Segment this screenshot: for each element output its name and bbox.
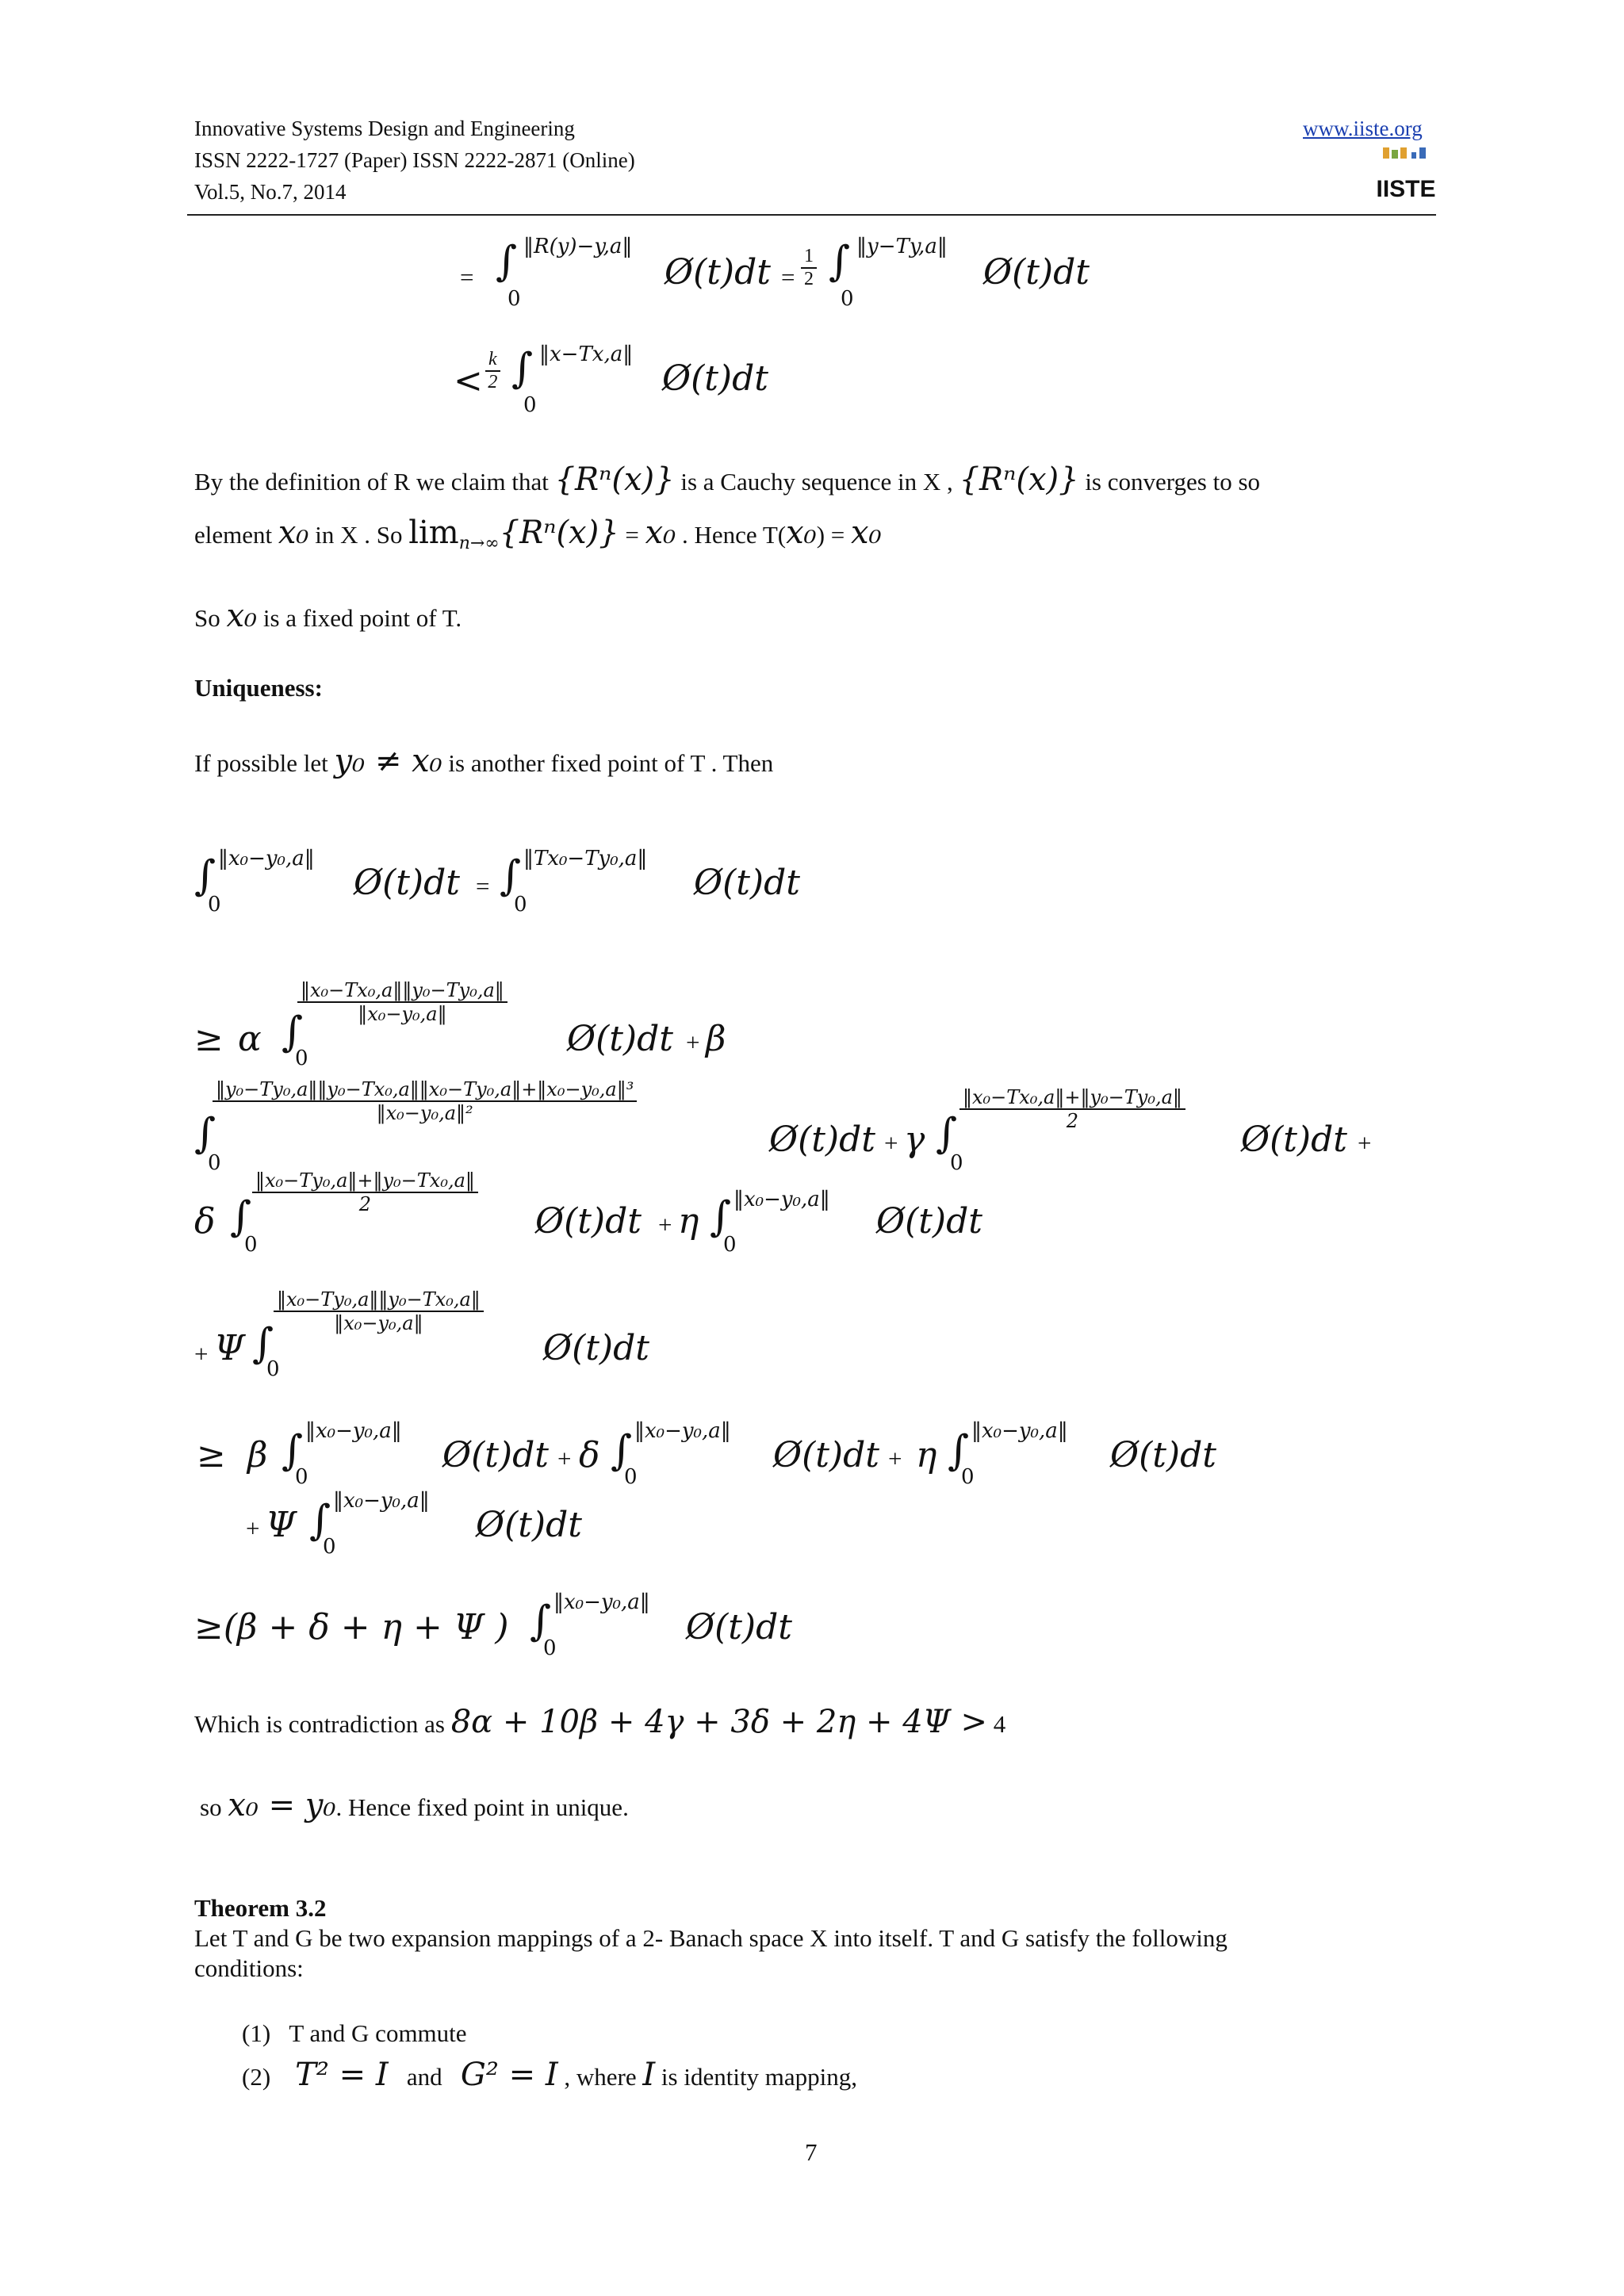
integral-sign: ∫ bbox=[829, 238, 851, 285]
alpha-symbol: α bbox=[238, 1019, 262, 1059]
integral-sign: ∫ bbox=[530, 1598, 552, 1645]
iiste-logo bbox=[1376, 147, 1436, 202]
beta-symbol: β bbox=[706, 1019, 726, 1059]
gamma-fraction: $\frac{\text{‖x₀−Tx₀,a‖+‖y₀−Ty₀,a‖}}{2}$ bbox=[959, 1086, 1185, 1132]
eq3-lower-limit: 0 bbox=[208, 893, 221, 916]
para3: If possible let y₀ ≠ x₀ is another fixed point of T . Then bbox=[194, 743, 774, 779]
sum-coefficients: ≥(β + δ + η + Ψ ) bbox=[194, 1607, 509, 1647]
eq1-mid-equals: = bbox=[781, 263, 795, 291]
eq2-upper-limit: ‖x−Tx,a‖ bbox=[539, 342, 634, 366]
integral-sign: ∫ bbox=[282, 1427, 304, 1475]
integral-sign: ∫ bbox=[710, 1193, 732, 1241]
eta-integrand: Ø(t)dt bbox=[876, 1201, 982, 1242]
integral-sign: ∫ bbox=[194, 852, 216, 900]
integral-sign: ∫ bbox=[282, 1008, 304, 1056]
delta-integrand: Ø(t)dt bbox=[535, 1201, 642, 1242]
integral-sign: ∫ bbox=[194, 1110, 216, 1158]
half-fraction: $\frac{1}{2}$ bbox=[801, 246, 817, 290]
integral-sign: ∫ bbox=[309, 1497, 331, 1544]
sequence-rn: {Rⁿ(x)} bbox=[959, 461, 1079, 498]
para1-line2: element x₀ in X . So $\lim_{n\to\infty}\{R^n(x)\} = x_0$ . Hence T(x₀) = x₀ bbox=[194, 515, 882, 554]
journal-title: Innovative Systems Design and Engineering bbox=[194, 117, 575, 140]
ge-sign: ≥ bbox=[194, 1019, 224, 1059]
eq3-integrand: Ø(t)dt bbox=[354, 863, 460, 903]
page-number: 7 bbox=[805, 2138, 818, 2166]
para1-line1: By the definition of R we claim that {Rⁿ(x)} is a Cauchy sequence in X , {Rⁿ(x)} is converges to so bbox=[194, 461, 1261, 498]
sequence-rn: {Rⁿ(x)} bbox=[554, 461, 675, 498]
eq3-integrand-2: Ø(t)dt bbox=[694, 863, 800, 903]
integral-sign: ∫ bbox=[611, 1427, 633, 1475]
k-half-fraction: $\frac{k}{2}$ bbox=[485, 349, 500, 393]
para4: Which is contradiction as 8α + 10β + 4γ + 3δ + 2η + 4Ψ > 4 bbox=[194, 1704, 1006, 1740]
para5: so x₀ = y₀. Hence fixed point in unique. bbox=[200, 1787, 629, 1823]
svg-text:IISTE: IISTE bbox=[1376, 176, 1436, 202]
eq3-lower-limit-2: 0 bbox=[514, 893, 527, 916]
integral-sign: ∫ bbox=[511, 345, 534, 392]
theorem-text-1: Let T and G be two expansion mappings of a 2- Banach space X into itself. T and G satisfy the following bbox=[194, 1924, 1228, 1952]
eq3-equals: = bbox=[476, 872, 490, 900]
eq1-upper-limit-2: ‖y−Ty,a‖ bbox=[856, 235, 948, 258]
psi-integrand: Ø(t)dt bbox=[543, 1328, 649, 1368]
psi-symbol: Ψ bbox=[214, 1328, 245, 1368]
beta-fraction: $\frac{\text{‖y₀−Ty₀,a‖‖y₀−Tx₀,a‖‖x₀−Ty₀,a‖+‖x₀−y₀,a‖³}}{\text{‖x₀−y₀,a‖²}}$ bbox=[213, 1078, 637, 1124]
less-than: < bbox=[454, 361, 483, 401]
eq1-integrand: Ø(t)dt bbox=[665, 252, 771, 293]
eq2-lower-limit: 0 bbox=[523, 393, 537, 417]
delta-symbol: δ bbox=[194, 1201, 216, 1242]
eta-upper-limit: ‖x₀−y₀,a‖ bbox=[733, 1188, 830, 1211]
eq1-equals: = bbox=[460, 263, 474, 291]
integral-sign: ∫ bbox=[500, 852, 522, 900]
integral-sign: ∫ bbox=[252, 1320, 274, 1368]
integral-sign: ∫ bbox=[230, 1193, 252, 1241]
psi-fraction: $\frac{\text{‖x₀−Ty₀,a‖‖y₀−Tx₀,a‖}}{\text{‖x₀−y₀,a‖}}$ bbox=[274, 1288, 484, 1334]
para2: So x₀ is a fixed point of T. bbox=[194, 598, 462, 634]
alpha-integrand: Ø(t)dt bbox=[567, 1019, 673, 1059]
volume-line: Vol.5, No.7, 2014 bbox=[194, 180, 347, 204]
integral-sign: ∫ bbox=[948, 1427, 970, 1475]
delta-fraction: $\frac{\text{‖x₀−Ty₀,a‖+‖y₀−Tx₀,a‖}}{2}$ bbox=[252, 1169, 478, 1215]
theorem-title: Theorem 3.2 bbox=[194, 1894, 327, 1922]
alpha-fraction: $\frac{\text{‖x₀−Tx₀,a‖‖y₀−Ty₀,a‖}}{\text{‖x₀−y₀,a‖}}$ bbox=[297, 979, 508, 1025]
website-link[interactable]: www.iiste.org bbox=[1303, 117, 1423, 140]
eq3-upper-limit: ‖x₀−y₀,a‖ bbox=[218, 847, 315, 871]
theorem-text-2: conditions: bbox=[194, 1954, 304, 1982]
condition-1: (1) T and G commute bbox=[242, 2019, 467, 2047]
uniqueness-heading: Uniqueness: bbox=[194, 674, 323, 702]
eq3-upper-limit-2: ‖Tx₀−Ty₀,a‖ bbox=[523, 847, 648, 871]
beta-integrand: Ø(t)dt bbox=[769, 1119, 875, 1160]
eta-symbol: η bbox=[678, 1201, 699, 1242]
eq1-lower-limit: 0 bbox=[508, 287, 521, 311]
eq2-integrand: Ø(t)dt bbox=[662, 358, 768, 399]
issn-line: ISSN 2222-1727 (Paper) ISSN 2222-2871 (Online) bbox=[194, 148, 635, 172]
header-rule bbox=[187, 214, 1436, 216]
eq1-lower-limit-2: 0 bbox=[841, 287, 854, 311]
integral-sign: ∫ bbox=[936, 1110, 958, 1158]
gamma-integrand: Ø(t)dt bbox=[1241, 1119, 1347, 1160]
gamma-symbol: γ bbox=[904, 1119, 925, 1160]
condition-2: (2) T² = I and G² = I , where I is identity mapping, bbox=[242, 2057, 858, 2093]
integral-sign: ∫ bbox=[496, 238, 518, 285]
eq1-upper-limit: ‖R(y)−y,a‖ bbox=[523, 235, 633, 258]
eq1-integrand-2: Ø(t)dt bbox=[983, 252, 1090, 293]
